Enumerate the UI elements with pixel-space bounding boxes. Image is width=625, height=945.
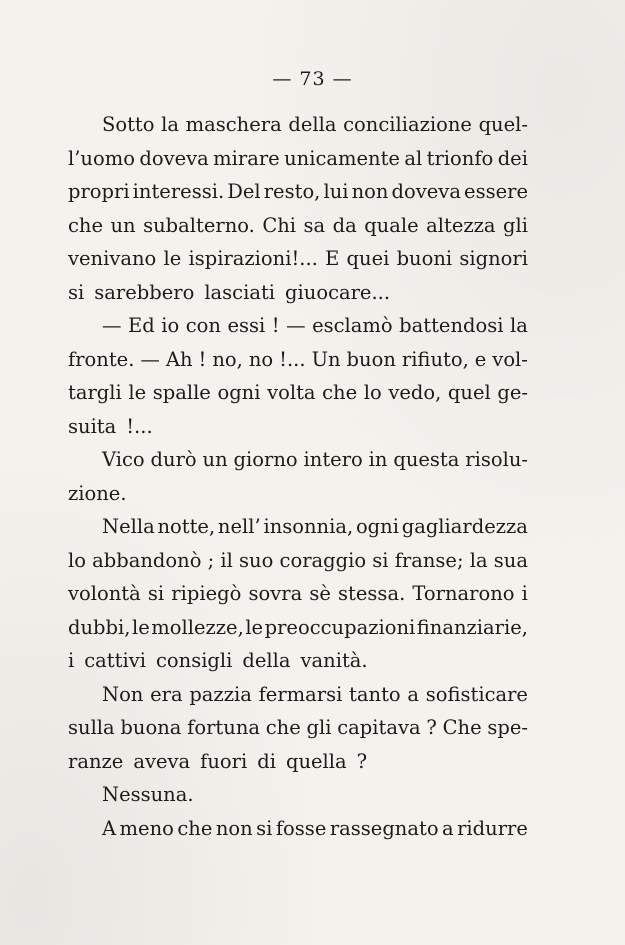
word: nell’ (217, 515, 261, 538)
word: no (248, 347, 274, 371)
word: notte, (157, 515, 216, 538)
word: Che (442, 716, 482, 739)
word: !... (279, 347, 306, 371)
word: e (474, 347, 487, 371)
word: capitava (337, 716, 421, 739)
word: Nessuna. (102, 783, 194, 806)
word: al (404, 146, 423, 170)
word: zione. (68, 481, 127, 505)
word: sulla (68, 716, 115, 739)
word: Tornarono (412, 582, 515, 605)
word: stessa. (338, 582, 406, 605)
word: trionfo (426, 146, 494, 170)
word: lui (323, 180, 349, 203)
word: che (68, 213, 104, 237)
word: volta (267, 381, 316, 404)
word: a (407, 682, 420, 706)
word: no, (212, 347, 243, 371)
word: sè (309, 582, 331, 605)
word: pazzia (189, 682, 252, 706)
word: si (147, 582, 165, 605)
word: spe- (487, 716, 528, 739)
word: ! (271, 314, 280, 337)
word: il (220, 548, 233, 572)
word: non (215, 816, 253, 840)
text-line (68, 175, 528, 209)
word: — (102, 314, 122, 337)
word: quel- (478, 113, 528, 136)
text-line (68, 477, 528, 511)
word: buon (346, 347, 396, 371)
text-line (68, 142, 528, 176)
word: la (161, 113, 180, 136)
word: essere (464, 180, 528, 203)
word: quel (447, 381, 491, 404)
word: durò (150, 448, 197, 471)
word: Sotto (102, 113, 155, 136)
word: A (102, 816, 117, 840)
word: resto, (263, 180, 321, 203)
word: giuocare... (285, 280, 391, 304)
word: Chi (262, 213, 297, 237)
word: spalle (152, 381, 211, 404)
word: conciliazione (343, 113, 472, 136)
word: cattivi (84, 649, 146, 672)
word: ripiegò (171, 582, 242, 605)
text-line (68, 644, 528, 678)
word: sofisticare (425, 682, 528, 706)
word: le (163, 247, 182, 270)
word: quei (346, 247, 390, 270)
word: dubbi, (68, 615, 131, 639)
page-number: — 73 — (272, 68, 353, 90)
word: si (68, 280, 85, 304)
word: sa (303, 213, 326, 237)
word: non (351, 180, 389, 203)
text-line (68, 745, 528, 779)
word: finanziarie, (416, 615, 528, 639)
word: rifiuto, (401, 347, 469, 371)
word: a (442, 816, 454, 840)
word: che (322, 381, 358, 404)
text-line (68, 678, 528, 712)
word: gagliardezza (401, 515, 528, 538)
word: battendosi (399, 314, 504, 337)
word: le (128, 381, 147, 404)
word: insonnia, (263, 515, 354, 538)
word: la (510, 314, 528, 337)
word: le (245, 615, 264, 639)
word: ridurre (457, 816, 528, 840)
word: buoni (396, 247, 453, 270)
word: — (140, 347, 160, 371)
word: meno (119, 816, 174, 840)
text-line (68, 577, 528, 611)
text-line (68, 276, 528, 310)
word: quella (285, 749, 347, 773)
word: un (202, 448, 228, 471)
word: si (256, 816, 273, 840)
word: — (286, 314, 306, 337)
word: abbandonò (92, 548, 202, 572)
word: della (242, 649, 291, 672)
word: Nella (102, 515, 155, 538)
word: aveva (133, 749, 191, 773)
word: in (368, 448, 388, 471)
word: intero (303, 448, 363, 471)
word: fosse (275, 816, 327, 840)
word: preoccupazioni (264, 615, 416, 639)
word: Vico (102, 448, 145, 471)
word: fermarsi (258, 682, 343, 706)
word: della (288, 113, 337, 136)
word: i (521, 582, 528, 605)
word: sarebbero (94, 280, 195, 304)
word: ? (356, 749, 368, 773)
text-line (68, 544, 528, 578)
text-line (68, 309, 528, 343)
word: con (185, 314, 221, 337)
word: E (325, 247, 340, 270)
text-line (68, 812, 528, 846)
text-line (68, 242, 528, 276)
word: un (110, 213, 136, 237)
word: fortuna (187, 716, 260, 739)
word: Ed (128, 314, 155, 337)
body-text (68, 108, 528, 845)
word: che (265, 716, 301, 739)
word: maschera (185, 113, 282, 136)
word: Non (102, 682, 144, 706)
word: ogni (355, 515, 399, 538)
word: si (372, 548, 389, 572)
word: questa (393, 448, 460, 471)
word: volontà (68, 582, 141, 605)
word: da (332, 213, 357, 237)
word: coraggio (279, 548, 367, 572)
word: essi (227, 314, 266, 337)
word: ranze (68, 749, 124, 773)
word: fuori (200, 749, 248, 773)
text-line (68, 410, 528, 444)
word: Ah (165, 347, 193, 371)
word: altezza (426, 213, 496, 237)
word: esclamò (312, 314, 393, 337)
word: mollezze, (151, 615, 244, 639)
word: doveva (391, 180, 461, 203)
word: era (150, 682, 183, 706)
word: interessi. (132, 180, 225, 203)
word: propri (68, 180, 130, 203)
word: risolu- (465, 448, 528, 471)
word: ge- (497, 381, 528, 404)
word: lo (68, 548, 86, 572)
text-line (68, 108, 528, 142)
word: le (131, 615, 150, 639)
word: dei (497, 146, 528, 170)
word: rassegnato (329, 816, 439, 840)
word: suita (68, 414, 117, 438)
word: gli (306, 716, 332, 739)
word: franse; (394, 548, 464, 572)
word: che (177, 816, 213, 840)
word: tanto (349, 682, 401, 706)
word: !... (126, 414, 153, 438)
word: Del (227, 180, 261, 203)
word: vanità. (300, 649, 368, 672)
word: sovra (248, 582, 303, 605)
word: l’uomo (68, 146, 135, 170)
word: doveva (139, 146, 209, 170)
word: buona (120, 716, 182, 739)
word: subalterno. (143, 213, 255, 237)
text-line (68, 209, 528, 243)
word: la (469, 548, 488, 572)
text-line (68, 611, 528, 645)
word: venivano (68, 247, 157, 270)
word: ; (207, 548, 215, 572)
text-line (68, 443, 528, 477)
word: quale (364, 213, 419, 237)
text-line (68, 376, 528, 410)
word: lasciati (204, 280, 276, 304)
word: unicamente (284, 146, 400, 170)
word: targli (68, 381, 122, 404)
word: gli (503, 213, 528, 237)
word: ogni (217, 381, 261, 404)
word: i (68, 649, 75, 672)
word: ? (426, 716, 437, 739)
word: di (257, 749, 276, 773)
word: lo (363, 381, 382, 404)
word: ispirazioni!... (188, 247, 318, 270)
word: mirare (213, 146, 280, 170)
text-line (68, 778, 528, 812)
text-line (68, 510, 528, 544)
word: consigli (155, 649, 233, 672)
word: fronte. (68, 347, 135, 371)
word: sua (493, 548, 528, 572)
text-line (68, 711, 528, 745)
text-line (68, 343, 528, 377)
word: signori (459, 247, 528, 270)
word: giorno (233, 448, 298, 471)
word: Un (311, 347, 341, 371)
word: suo (239, 548, 274, 572)
word: vol- (492, 347, 528, 371)
word: io (161, 314, 180, 337)
word: vedo, (388, 381, 442, 404)
word: ! (198, 347, 207, 371)
